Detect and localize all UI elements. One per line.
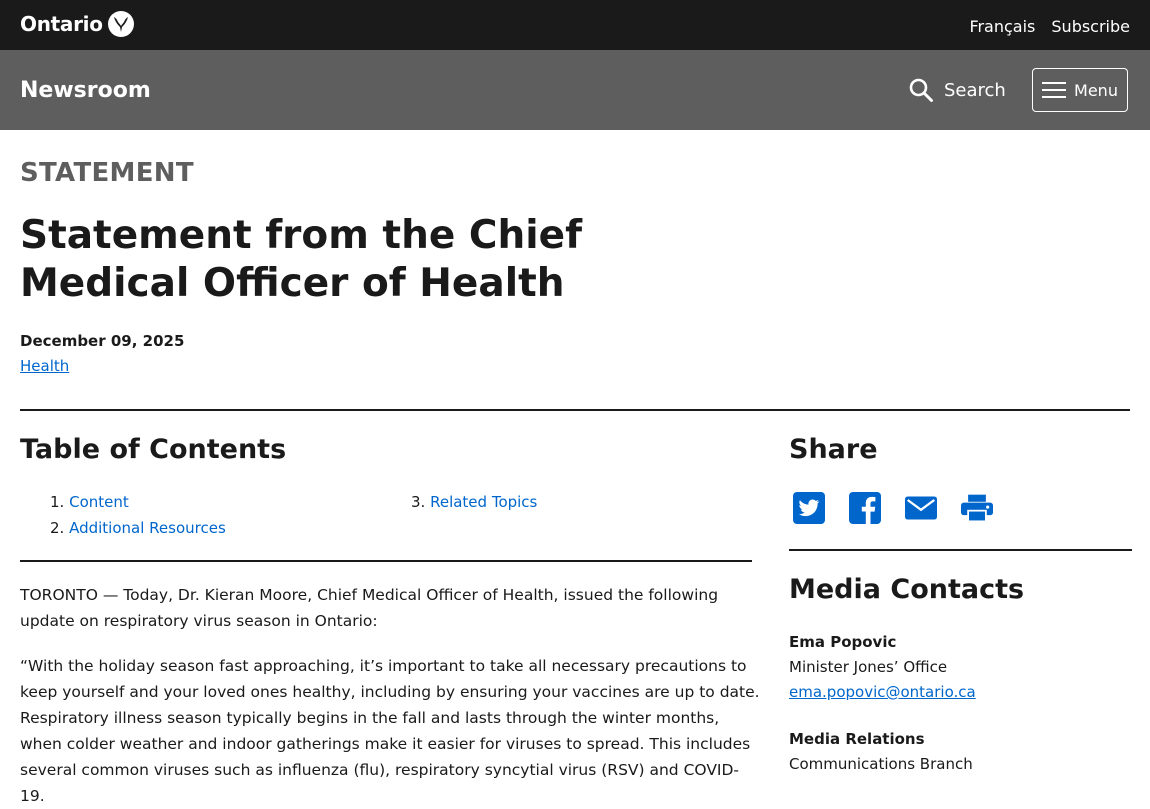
trillium-icon — [107, 10, 135, 38]
twitter-icon[interactable] — [793, 492, 825, 524]
top-links — [969, 17, 1130, 36]
media-contacts-heading: Media Contacts — [789, 574, 1025, 605]
share-buttons — [793, 492, 993, 524]
toc-number: 1. — [50, 493, 65, 511]
topic-link-health[interactable]: Health — [20, 357, 70, 375]
toc-item — [50, 515, 226, 541]
menu-button[interactable] — [1032, 68, 1128, 112]
toc-link-content[interactable]: Content — [69, 493, 129, 511]
toc-number: 2. — [50, 519, 65, 537]
divider — [789, 549, 1132, 551]
toc-link-additional-resources[interactable]: Additional Resources — [69, 519, 226, 537]
publish-date: December 09, 2025 — [20, 332, 185, 350]
contact-office: Communications Branch — [789, 755, 973, 773]
logo-text: Ontario — [20, 12, 103, 36]
francais-link[interactable]: Français — [969, 17, 1036, 36]
body-paragraph: “With the holiday season fast approaching, it’s important to take all necessary precautions to keep yourself and your loved ones healthy, including by ensuring your vaccines are up to date. Respiratory illness season typically begins in the fall and lasts through the winter months, when colder weather and indoor gatherings make it easier for viruses to spread. This includes several common viruses such as influenza (flu), respiratory syncytial virus (RSV) and COVID-19. — [20, 657, 760, 805]
email-icon[interactable] — [905, 492, 937, 524]
toc-number: 3. — [411, 493, 426, 511]
toc-heading: Table of Contents — [20, 434, 287, 465]
media-contact — [789, 727, 973, 777]
print-icon[interactable] — [961, 492, 993, 524]
hamburger-icon — [1042, 82, 1066, 98]
contact-office: Minister Jones’ Office — [789, 658, 948, 676]
contact-name: Ema Popovic — [789, 633, 897, 651]
contact-email-link[interactable]: ema.popovic@ontario.ca — [789, 683, 976, 701]
subscribe-link[interactable]: Subscribe — [1051, 17, 1130, 36]
newsroom-title[interactable]: Newsroom — [20, 78, 151, 103]
newsroom-bar — [0, 50, 1150, 130]
facebook-icon[interactable] — [849, 492, 881, 524]
body-paragraph: TORONTO — Today, Dr. Kieran Moore, Chief Medical Officer of Health, issued the following update on respiratory virus season in Ontario: — [20, 586, 719, 630]
media-contact — [789, 630, 976, 705]
search-label: Search — [944, 79, 1006, 101]
search-icon — [908, 77, 934, 103]
toc-list — [50, 489, 226, 541]
share-heading: Share — [789, 434, 878, 465]
toc-item — [411, 489, 537, 515]
toc-link-related-topics[interactable]: Related Topics — [430, 493, 538, 511]
divider — [20, 409, 1130, 411]
ontario-logo[interactable] — [20, 10, 135, 38]
article-kicker: STATEMENT — [20, 158, 194, 188]
toc-item — [50, 489, 226, 515]
toc-list — [411, 489, 537, 515]
contact-name: Media Relations — [789, 730, 925, 748]
search-button[interactable] — [908, 77, 1006, 103]
menu-label: Menu — [1074, 80, 1118, 100]
top-bar — [0, 0, 1150, 50]
page-title: Statement from the Chief Medical Officer of Health — [20, 213, 583, 306]
divider — [20, 560, 752, 562]
